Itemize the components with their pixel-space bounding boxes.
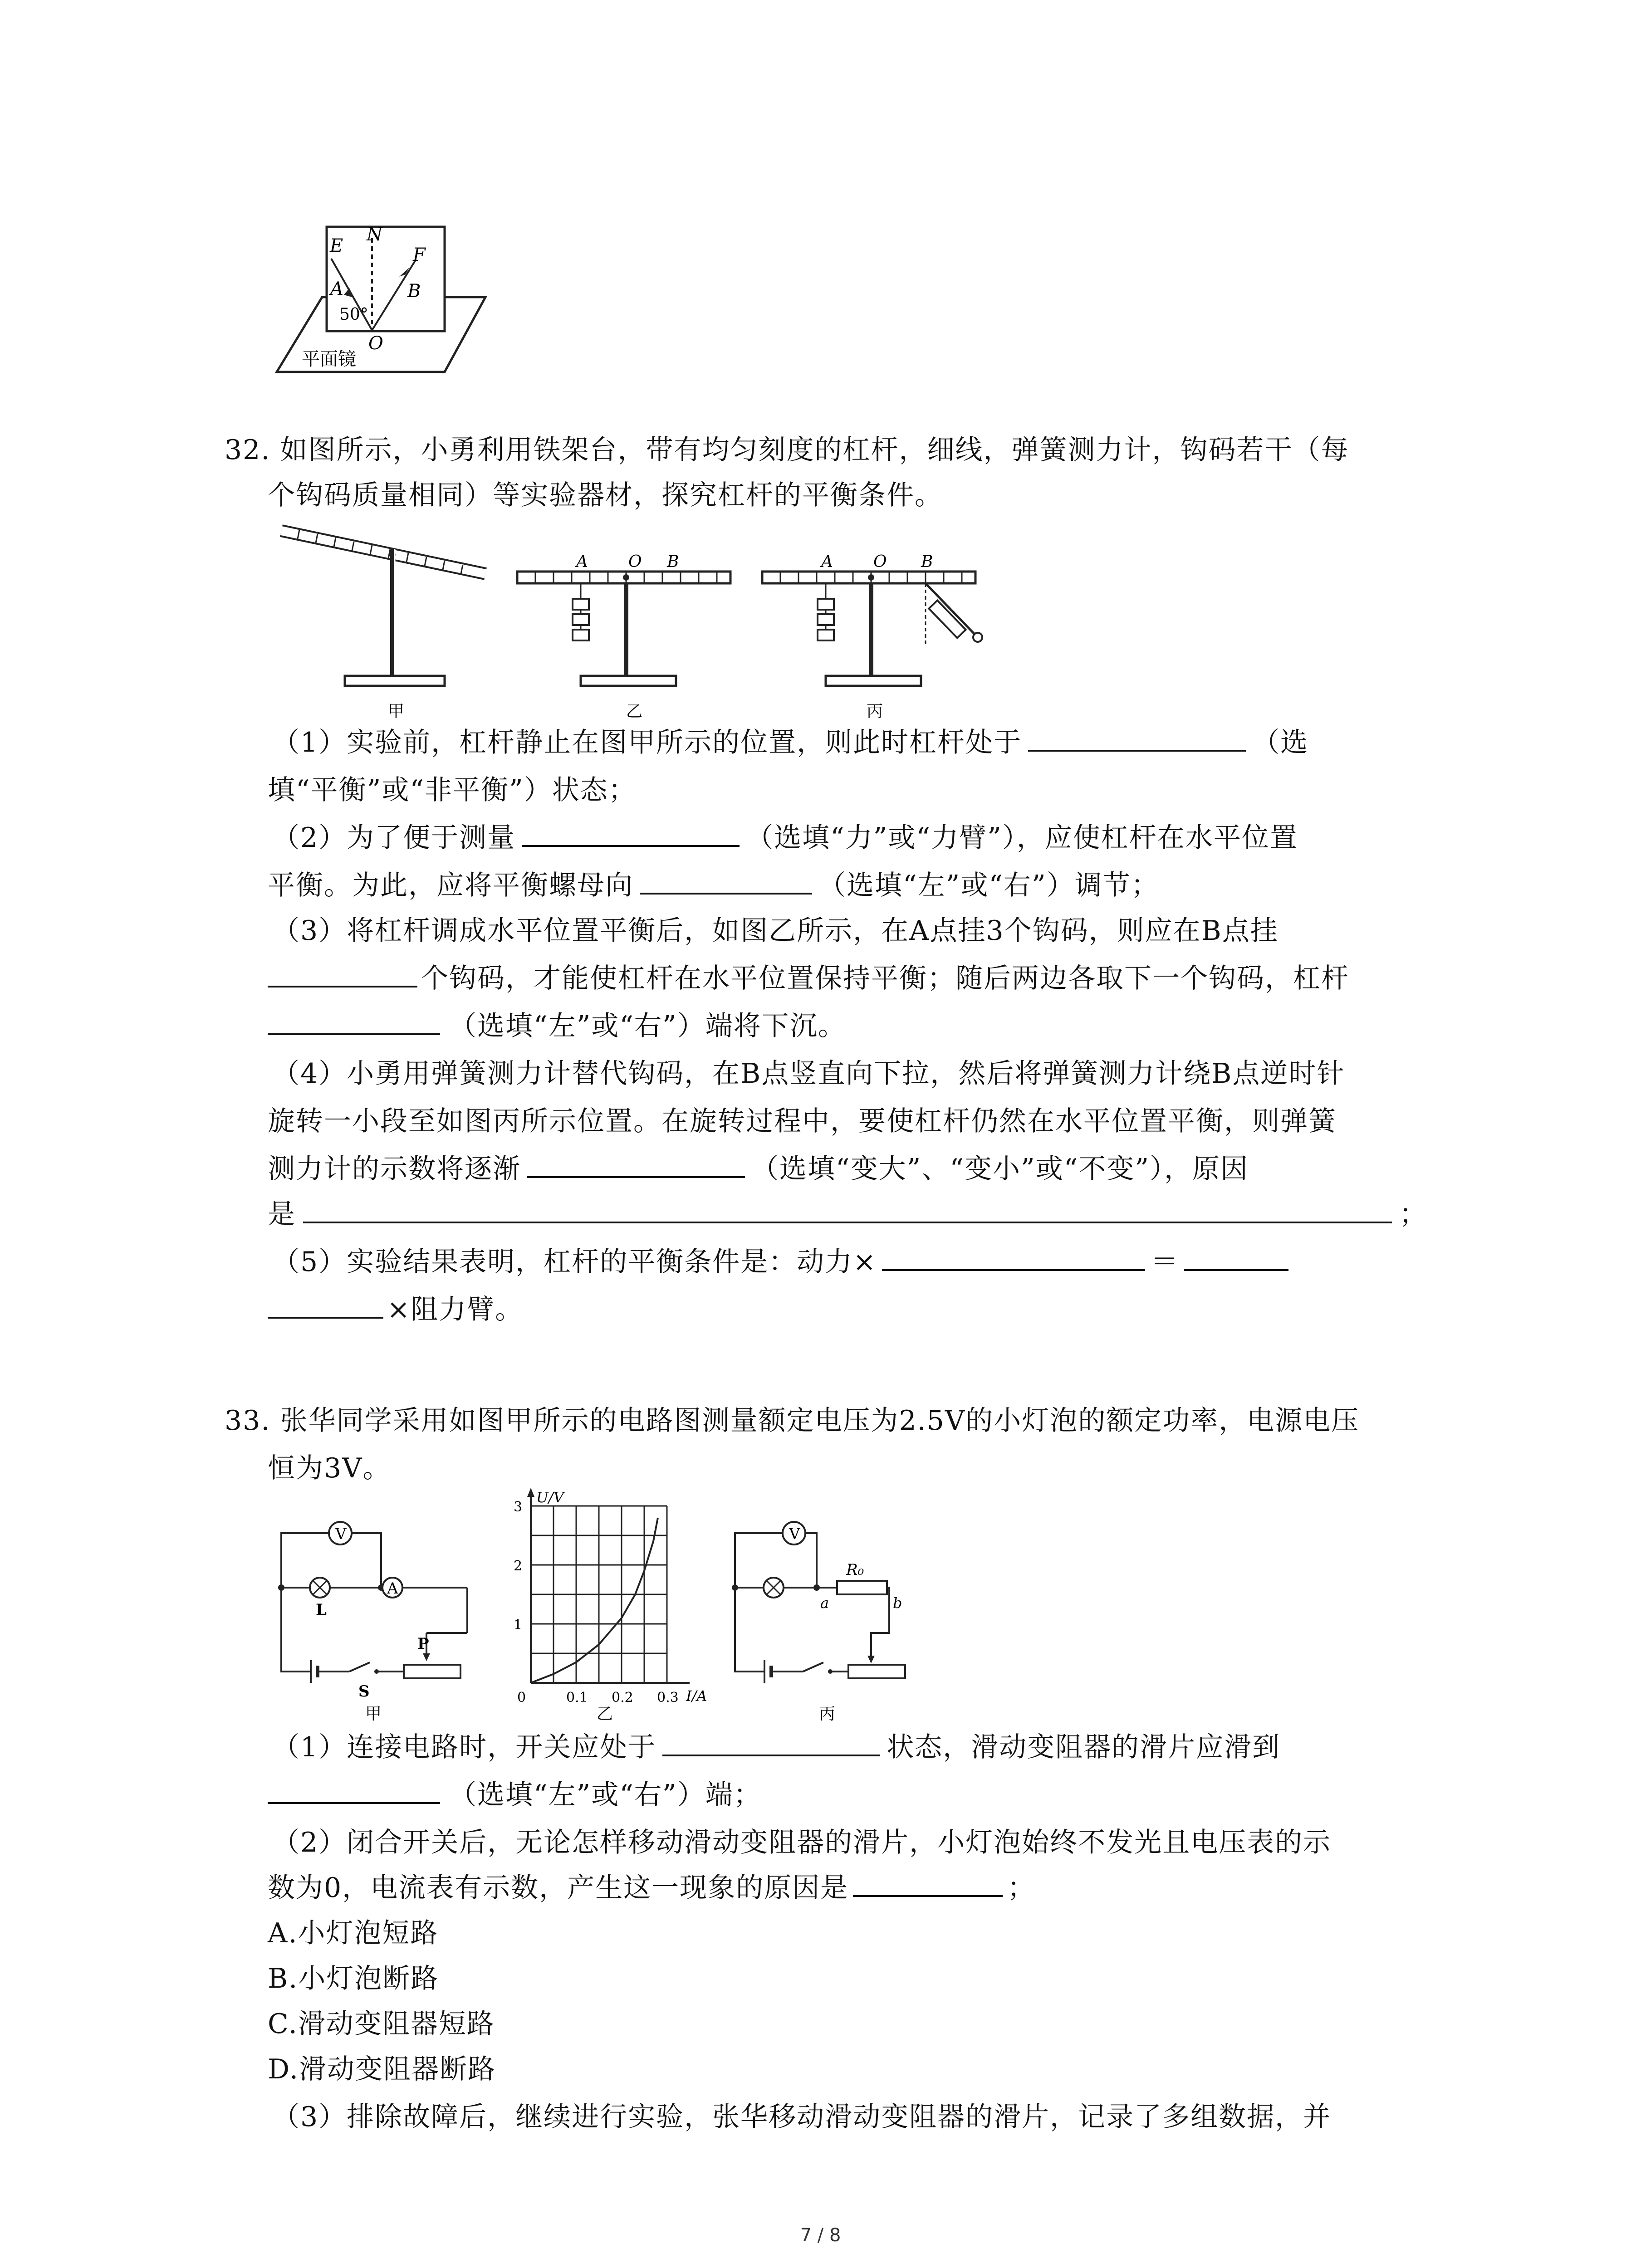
bing-label-b: b [893,1594,902,1612]
jia-label-L: L [316,1601,327,1619]
q32-stem-line1: 32. 如图所示，小勇利用铁架台，带有均匀刻度的杠杆，细线，弹簧测力计，钩码若干（每 [225,434,1349,466]
label-F: F [413,244,426,265]
q33-stem-line2: 恒为3V。 [268,1452,391,1484]
label-E: E [330,235,343,256]
mirror-reflection-figure [263,218,517,381]
q32-part1-line2: 填“平衡”或“非平衡”）状态； [268,774,637,806]
q32-stem-line2: 个钩码质量相同）等实验器材，探究杠杆的平衡条件。 [268,479,943,511]
jia-label-S: S [358,1682,370,1701]
q33-blank-2[interactable] [268,1776,440,1804]
q32-blank-2[interactable] [522,819,740,847]
chart-xlabel: I/A [686,1687,707,1705]
chart-x-tick-label: 0.1 [566,1690,588,1706]
chart-series-line [531,1518,658,1683]
chart-x-tick-label: 0 [517,1690,526,1706]
chart-y-tick-label: 1 [514,1617,523,1633]
jia-label-V: V [335,1525,347,1543]
q33-option-b: B.小灯泡断路 [268,1963,439,1994]
label-B: B [407,281,421,302]
label-A: A [330,279,343,299]
q33-option-d: D.滑动变阻器断路 [268,2053,496,2085]
q32-part5-line1: （5）实验结果表明，杠杆的平衡条件是：动力× ＝ [272,1243,1288,1281]
yi-label-A: A [576,552,588,571]
bing-label-R0: R₀ [846,1561,864,1579]
bing-label-A: A [821,552,833,571]
q33-blank-1[interactable] [662,1728,880,1756]
q32-part4-line2: 旋转一小段至如图丙所示位置。在旋转过程中，要使杠杆仍然在水平位置平衡，则弹簧 [268,1105,1337,1137]
bing-label-a: a [820,1594,829,1612]
chart-caption-yi: 乙 [597,1705,613,1723]
label-O: O [368,333,383,354]
q32-part2-line1: （2）为了便于测量 （选填“力”或“力臂”），应使杠杆在水平位置 [272,819,1298,857]
yi-label-B: B [667,552,679,571]
label-N: N [367,224,382,245]
q32-part3-line1: （3）将杠杆调成水平位置平衡后，如图乙所示，在A点挂3个钩码，则应在B点挂 [272,915,1279,947]
circuit-fig-bing [726,1497,935,1724]
page-number: 7 / 8 [800,2225,841,2246]
q33-part2-line2: 数为0，电流表有示数，产生这一现象的原因是 ； [268,1869,1035,1907]
jia-label-P: P [417,1635,429,1653]
q32-blank-6[interactable] [527,1150,745,1178]
q32-blank-7[interactable] [303,1195,1392,1223]
q33-part2-line1: （2）闭合开关后，无论怎样移动滑动变阻器的滑片，小灯泡始终不发光且电压表的示 [272,1827,1332,1858]
q32-blank-9[interactable] [1184,1243,1288,1271]
q33-option-a: A.小灯泡短路 [268,1917,439,1949]
label-mirror: 平面镜 [302,349,356,370]
circuit-caption-bing: 丙 [819,1705,836,1723]
ui-chart-yi [499,1483,735,1724]
bing-label-B: B [921,552,933,571]
q32-part3-line3: （选填“左”或“右”）端将下沉。 [268,1007,846,1045]
chart-y-tick-label: 2 [514,1558,523,1574]
q32-blank-5[interactable] [268,1007,440,1035]
q32-blank-8[interactable] [882,1243,1145,1271]
q32-blank-10[interactable] [268,1290,383,1319]
q32-part5-line2: ×阻力臂。 [268,1290,523,1329]
bing-label-V: V [789,1525,800,1543]
bing-label-O: O [873,552,887,571]
q33-stem-line1: 33. 张华同学采用如图甲所示的电路图测量额定电压为2.5V的小灯泡的额定功率，电源电压 [225,1405,1360,1437]
lever-figures [272,522,1021,726]
jia-label-A: A [387,1579,398,1598]
q33-part1-line1: （1）连接电路时，开关应处于 状态，滑动变阻器的滑片应滑到 [272,1728,1280,1766]
q32-part3-line2: 个钩码，才能使杠杆在水平位置保持平衡；随后两边各取下一个钩码，杠杆 [268,959,1349,997]
fig-caption-yi: 乙 [626,702,643,721]
q32-blank-3[interactable] [640,866,812,894]
q32-blank-4[interactable] [268,959,417,987]
q33-option-c: C.滑动变阻器短路 [268,2008,495,2040]
q33-part3-line1: （3）排除故障后，继续进行实验，张华移动滑动变阻器的滑片，记录了多组数据，并 [272,2101,1332,2133]
label-angle: 50° [339,305,368,324]
chart-ylabel: U/V [536,1489,564,1506]
q33-blank-3[interactable] [853,1869,1003,1897]
q32-part4-line3: 测力计的示数将逐渐 （选填“变大”、“变小”或“不变”），原因 [268,1150,1249,1188]
circuit-caption-jia: 甲 [365,1705,382,1723]
circuit-fig-jia [272,1497,481,1724]
q32-part4-line1: （4）小勇用弹簧测力计替代钩码，在B点竖直向下拉，然后将弹簧测力计绕B点逆时针 [272,1058,1345,1090]
q32-part4-line4: 是 ； [268,1195,1427,1233]
q32-part1-line1: （1）实验前，杠杆静止在图甲所示的位置，则此时杠杆处于 （选 [272,723,1308,762]
yi-label-O: O [628,552,642,571]
chart-x-tick-label: 0.3 [657,1690,679,1706]
lever-fig-bing [762,552,982,686]
q33-part1-line2: （选填“左”或“右”）端； [268,1776,762,1814]
lever-fig-jia [281,530,485,686]
q32-part2-line2: 平衡。为此，应将平衡螺母向 （选填“左”或“右”）调节； [268,866,1159,904]
lever-fig-yi [517,552,730,686]
chart-y-tick-label: 3 [514,1499,523,1515]
fig-caption-jia: 甲 [388,702,405,721]
fig-caption-bing: 丙 [867,702,883,721]
chart-x-tick-label: 0.2 [612,1690,633,1706]
q32-blank-1[interactable] [1028,723,1246,752]
